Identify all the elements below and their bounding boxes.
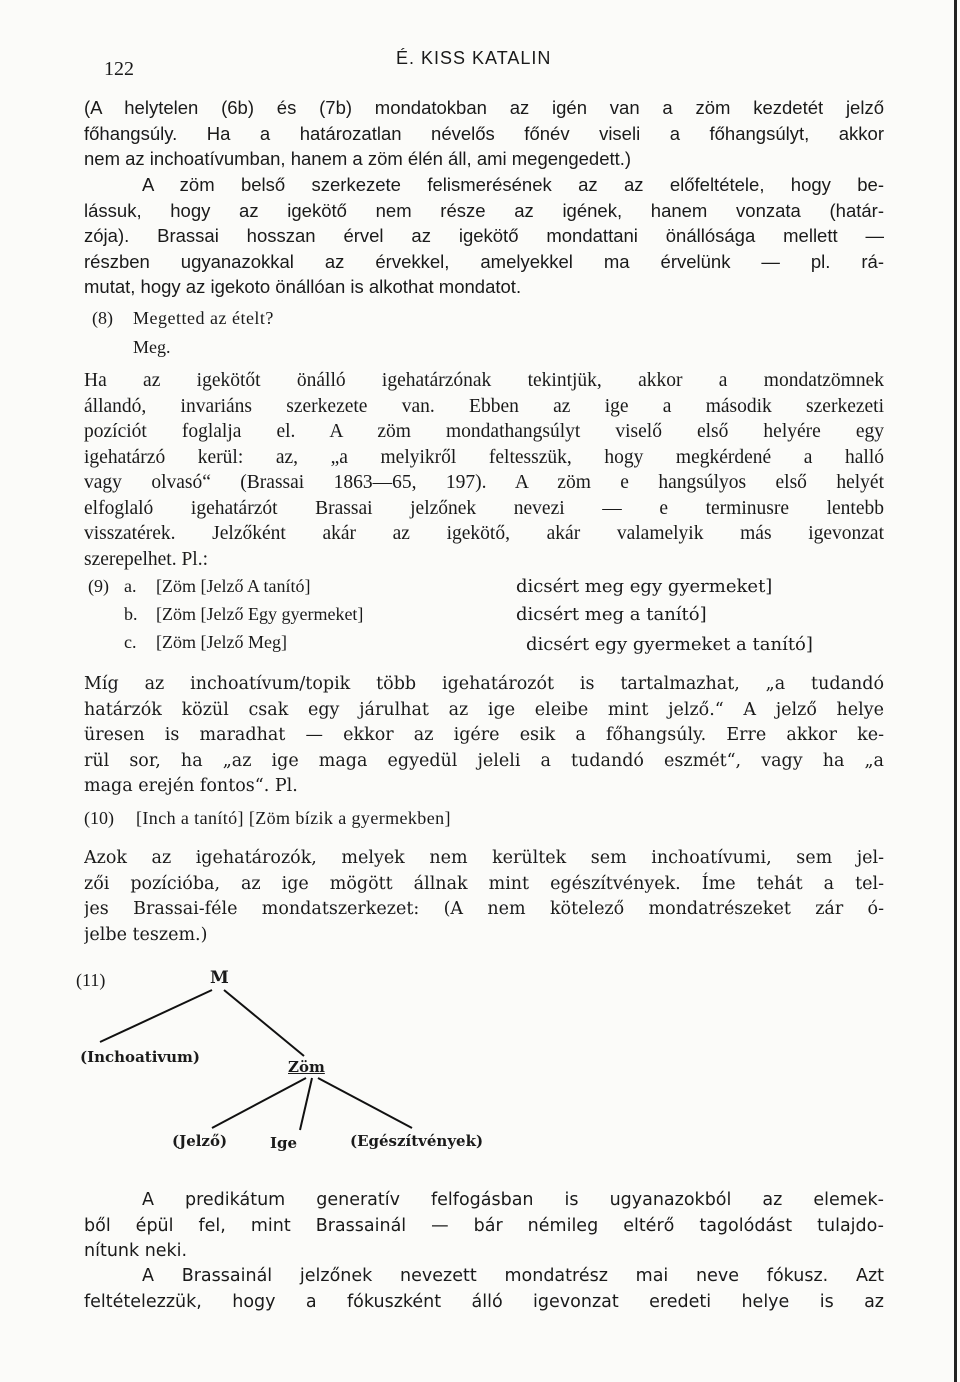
text-line: nem az inchoatívumban, hanem a zöm élén áll, ami megengedett.) xyxy=(84,148,632,169)
text-line: pozíciót foglalja el. A zöm mondathangsúlyt viselő első helyére egy xyxy=(84,421,884,442)
example-9b-bracket: [Zöm [Jelző Egy gyermeket] xyxy=(156,604,364,624)
example-9c-rest: dicsért egy gyermeket a tanító] xyxy=(526,634,813,655)
text-line: vagy olvasó“ (Brassai 1863—65, 197). A zöm e hangsúlyos első helyét xyxy=(84,472,884,493)
text-line: elfoglaló igehatárzót Brassai jelzőnek nevezi — e terminusre lentebb xyxy=(84,497,884,519)
example-8-number: (8) xyxy=(92,308,113,328)
text-line: (A helytelen (6b) és (7b) mondatokban az igén van a zöm kezdetét jelző xyxy=(84,97,884,118)
paragraph-2 xyxy=(84,172,884,300)
text-line: A Brassainál jelzőnek nevezett mondatrész mai neve fókusz. Azt xyxy=(142,1266,884,1286)
branch-zom-ige xyxy=(300,1078,312,1130)
text-line: lássuk, hogy az igekötő nem része az igének, hanem vonzata (határ- xyxy=(84,199,884,221)
paragraph-6 xyxy=(84,1188,884,1265)
paragraph-3 xyxy=(84,368,884,572)
example-9c-letter: c. xyxy=(124,632,137,652)
example-9-number: (9) xyxy=(88,576,109,596)
example-10-number: (10) xyxy=(84,808,114,828)
text-line: mutat, hogy az igekoto önállóan is alkothat mondatot. xyxy=(84,276,522,297)
example-9c-bracket: [Zöm [Jelző Meg] xyxy=(156,632,287,652)
example-9b-letter: b. xyxy=(124,604,138,624)
text-line: feltételezzük, hogy a fókuszként álló igevonzat eredeti helye is az xyxy=(84,1291,884,1312)
example-8-answer: Meg. xyxy=(133,337,171,357)
text-line: Míg az inchoatívum/topik több igehatározót is tartalmazhat, „a tudandó xyxy=(84,674,884,694)
paragraph-1 xyxy=(84,95,884,172)
tree-node-jelzo: (Jelző) xyxy=(172,1132,228,1150)
example-10-text: [Inch a tanító] [Zöm bízik a gyermekben] xyxy=(136,808,451,828)
text-line: Azok az igehatározók, melyek nem kerültek sem inchoatívumi, sem jel- xyxy=(84,848,884,868)
text-line: jelbe teszem.) xyxy=(84,924,208,945)
text-line: A zöm belső szerkezete felismerésének az az előfeltétele, hogy be- xyxy=(142,174,884,195)
tree-node-root: M xyxy=(210,968,229,988)
example-8-question: Megetted az ételt? xyxy=(133,308,274,328)
example-9a-letter: a. xyxy=(124,576,137,596)
text-line: A predikátum generatív felfogásban is ugyanazokból az elemek- xyxy=(142,1190,884,1210)
text-line: zői pozícióba, az ige mögött állnak mint egészítvények. Íme tehát a tel- xyxy=(84,873,884,894)
example-9a-bracket: [Zöm [Jelző A tanító] xyxy=(156,576,311,596)
text-line: szerepelhet. Pl.: xyxy=(84,548,208,570)
text-line: igehatárzó kerül: az, „a melyikről feltesszük, hogy megkérdené a halló xyxy=(84,446,884,468)
text-line: részben ugyanazokkal az érvekkel, amelyekkel ma érvelünk — pl. rá- xyxy=(84,250,884,272)
text-line: visszatérek. Jelzőként akár az igekötő, akár valamelyik más igevonzat xyxy=(84,523,884,544)
tree-node-zom: Zöm xyxy=(288,1058,325,1076)
text-line: nítunk neki. xyxy=(84,1241,188,1261)
branch-m-zom xyxy=(224,990,304,1056)
tree-node-egeszitvenyek: (Egészítvények) xyxy=(350,1132,484,1150)
paragraph-5 xyxy=(84,846,884,948)
text-line: zója). Brassai hosszan érvel az igekötő mondattani önállósága mellett — xyxy=(84,225,884,246)
branch-zom-jelzo xyxy=(212,1078,306,1128)
example-11-number: (11) xyxy=(76,970,106,990)
text-line: állandó, invariáns szerkezete van. Ebben az ige a második szerkezeti xyxy=(84,395,884,417)
text-line: maga erején fontos“. Pl. xyxy=(84,776,298,796)
text-line: jes Brassai-féle mondatszerkezet: (A nem kötelező mondatrészeket zár ó- xyxy=(84,899,884,919)
text-line: ből épül fel, mint Brassainál — bár némileg eltérő tagolódást tulajdo- xyxy=(84,1215,884,1236)
text-line: határzók közül csak egy járulhat az ige eleibe mint jelző.“ A jelző helye xyxy=(84,699,884,720)
text-line: üresen is maradhat — ekkor az igére esik a főhangsúly. Erre akkor ke- xyxy=(84,725,884,745)
tree-node-inchoativum: (Inchoativum) xyxy=(80,1048,200,1066)
running-head: É. KISS KATALIN xyxy=(396,48,552,68)
tree-node-ige: Ige xyxy=(270,1134,298,1152)
branch-m-inchoativum xyxy=(100,990,212,1042)
paragraph-4 xyxy=(84,672,884,800)
text-line: rül sor, ha „az ige maga egyedül jeleli a tudandó eszmét“, vagy ha „a xyxy=(84,750,884,771)
paragraph-7 xyxy=(84,1264,884,1315)
branch-zom-egeszitvenyek xyxy=(318,1078,412,1128)
text-line: főhangsúly. Ha a határozatlan névelős főnév viseli a főhangsúlyt, akkor xyxy=(84,122,884,144)
text-line: Ha az igekötőt önálló igehatárzónak tekintjük, akkor a mondatzömnek xyxy=(84,370,884,391)
syntax-tree-diagram xyxy=(70,960,550,1160)
page-edge-line xyxy=(954,0,957,1382)
example-9b-rest: dicsért meg a tanító] xyxy=(516,604,707,625)
example-9a-rest: dicsért meg egy gyermeket] xyxy=(516,576,773,597)
page-number: 122 xyxy=(104,58,134,80)
